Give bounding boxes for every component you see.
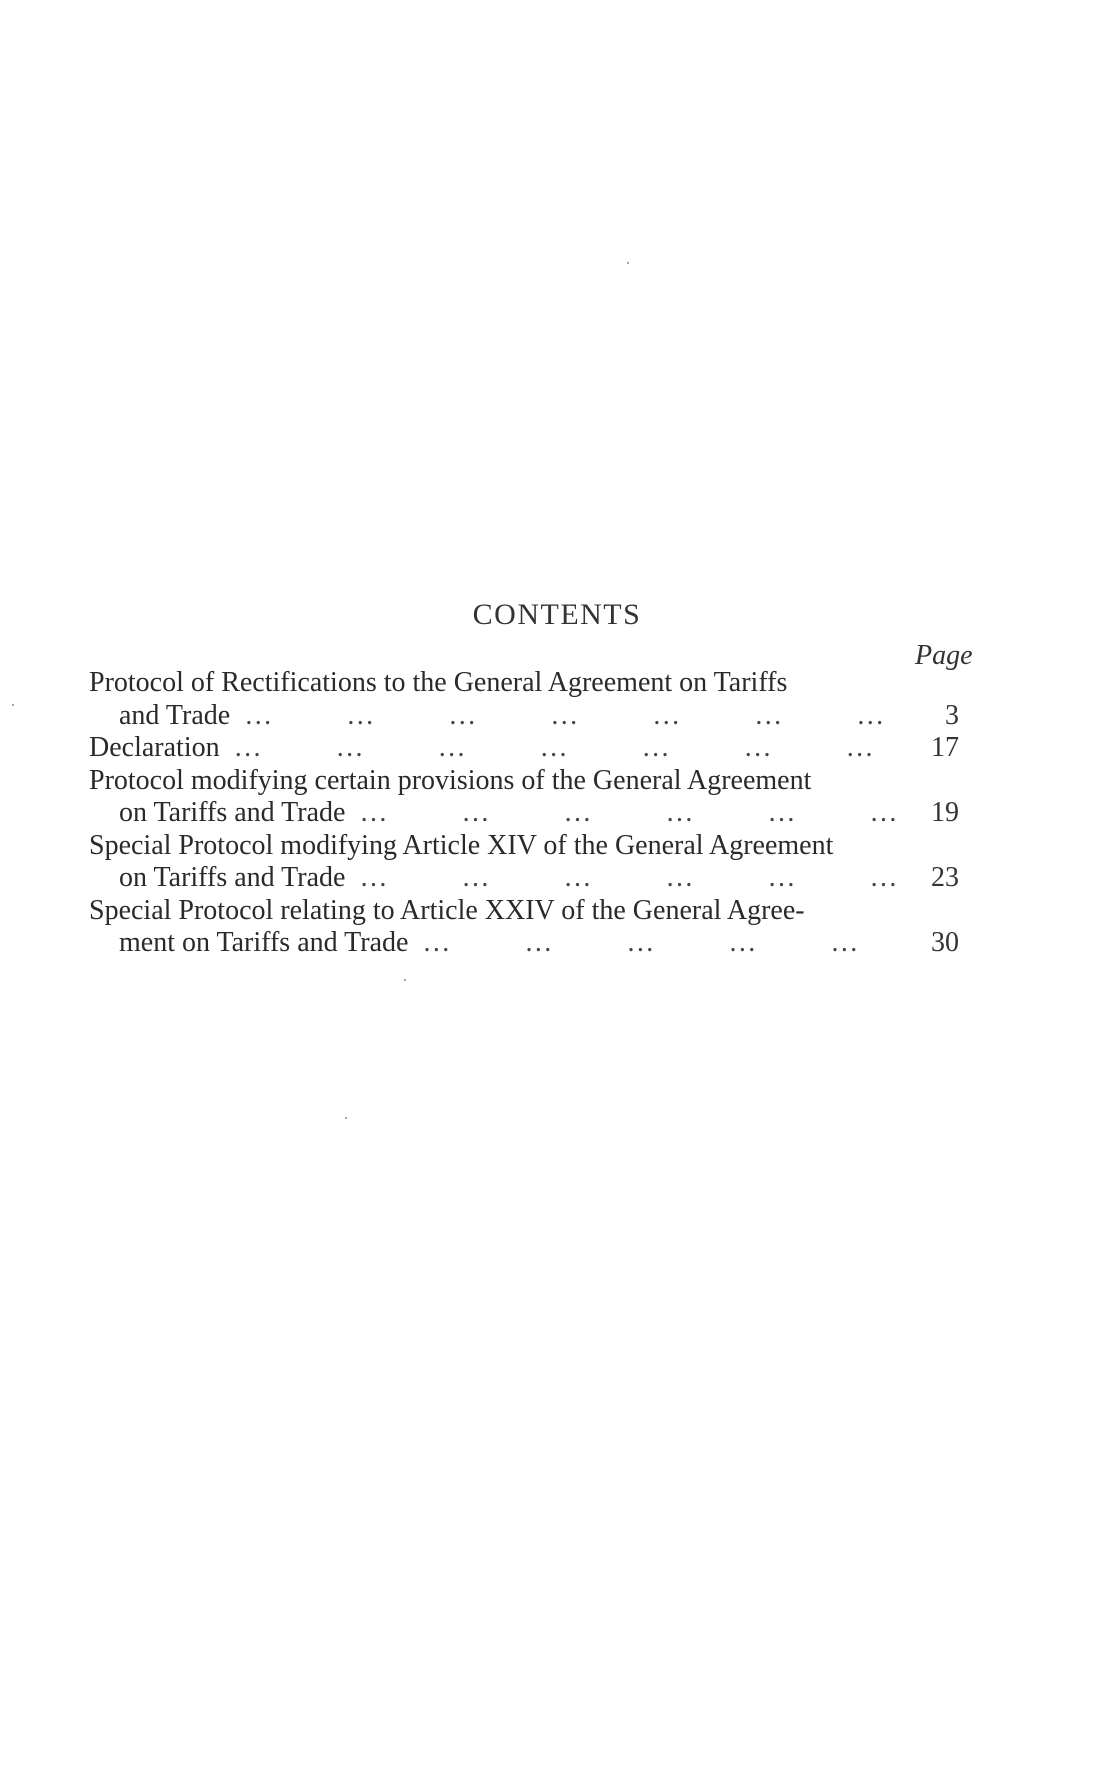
contents-title: CONTENTS <box>472 598 642 631</box>
speck <box>404 979 406 981</box>
toc-page-number: 23 <box>931 862 959 893</box>
speck <box>627 262 629 264</box>
toc-entry <box>89 830 959 895</box>
speck <box>12 704 14 706</box>
toc-page-number: 19 <box>931 797 959 828</box>
page-column-heading: Page <box>915 640 973 671</box>
dot-leader <box>408 927 923 960</box>
toc-entry-line <box>89 765 899 798</box>
toc-entry-text: on Tariffs and Trade <box>119 862 346 893</box>
toc-entry-line <box>89 700 959 733</box>
dot-leader <box>345 797 923 830</box>
toc-entry-line <box>89 732 959 765</box>
toc-entry-text: Special Protocol modifying Article XIV of the General Agreement <box>89 829 834 861</box>
toc-entry-text: Protocol modifying certain provisions of the General Agreement <box>89 764 812 796</box>
toc-entry-line <box>89 862 959 895</box>
toc-entry-text: ment on Tariffs and Trade <box>119 927 409 958</box>
dot-leader <box>230 700 923 733</box>
toc-entry <box>89 667 959 732</box>
toc-entry <box>89 732 959 765</box>
toc-page-number: 3 <box>945 699 959 731</box>
toc-entry-text: Protocol of Rectifications to the General Agreement on Tariffs <box>89 667 788 698</box>
toc-entry-line <box>89 895 899 928</box>
toc-entry <box>89 765 959 830</box>
speck <box>345 1117 347 1119</box>
toc-entry-line <box>89 830 899 863</box>
toc-entry-line <box>89 927 959 960</box>
dot-leader <box>345 862 923 895</box>
toc-entry-text: on Tariffs and Trade <box>119 797 346 828</box>
table-of-contents <box>89 667 959 960</box>
toc-entry <box>89 895 959 960</box>
toc-entry-line <box>89 797 959 830</box>
toc-page-number: 17 <box>931 732 959 763</box>
toc-entry-text: Special Protocol relating to Article XXIV of the General Agree- <box>89 894 805 926</box>
toc-entry-line <box>89 667 899 700</box>
dot-leader <box>220 732 923 765</box>
toc-entry-text: Declaration <box>89 732 220 763</box>
toc-entry-text: and Trade <box>119 699 231 731</box>
toc-page-number: 30 <box>931 927 959 958</box>
